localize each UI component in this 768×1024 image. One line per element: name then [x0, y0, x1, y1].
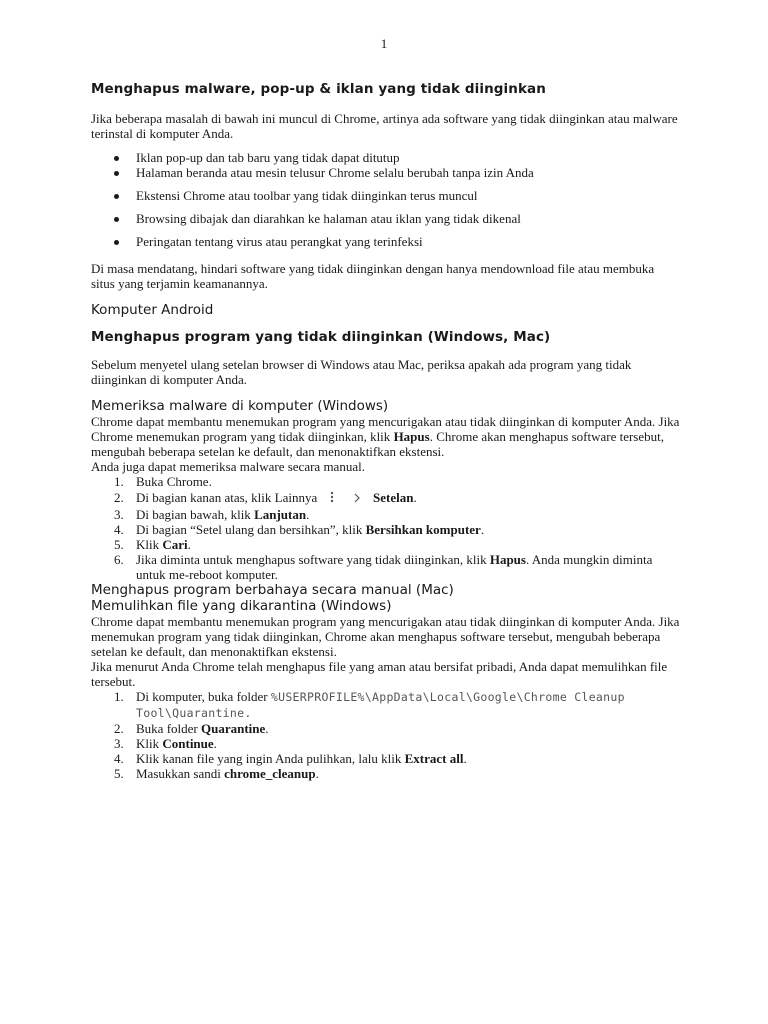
android-heading: Komputer Android [91, 302, 214, 318]
folder-path: %USERPROFILE%\AppData\Local\Google\Chrome Cleanup Tool\Quarantine [136, 690, 625, 721]
document-body [91, 80, 681, 781]
heading-check-malware: Memeriksa malware di komputer (Windows) [91, 398, 389, 414]
section3-paragraph: Chrome dapat membantu menemukan program yang mencurigakan atau tidak diinginkan di komputer Anda. Jika Chrome menemukan program yang tidak diinginkan, klik Hapus. Chrome akan menghapus software tersebut, mengubah beberapa setelan ke default, dan menonaktifkan ekstensi. [91, 414, 680, 459]
section3-manual-paragraph: Anda juga dapat memeriksa malware secara manual. [91, 459, 365, 474]
step-item: 3. Klik Continue. [114, 736, 217, 752]
step-item: 2. Buka folder Quarantine. [114, 721, 269, 737]
page-number: 1 [380, 36, 388, 51]
heading-remove-programs: Menghapus program yang tidak diinginkan (Windows, Mac) [91, 329, 551, 345]
step-item: 3. Di bagian bawah, klik Lanjutan. [114, 507, 310, 523]
outro-paragraph: Di masa mendatang, hindari software yang tidak diinginkan dengan hanya mendownload file atau membuka situs yang terjamin keamanannya. [91, 261, 655, 291]
section5-paragraph: Chrome dapat membantu menemukan program yang mencurigakan atau tidak diinginkan di komputer Anda. Jika menemukan program yang tidak diinginkan, Chrome akan menghapus software tersebut, mengubah beberapa setelan ke default, dan menonaktifkan ekstensi. [91, 614, 680, 660]
step-item: 1. Di komputer, buka folder %USERPROFILE%\AppData\Local\Google\Chrome Cleanup Tool\Quarantine. [114, 689, 625, 721]
section5-restore-paragraph: Jika menurut Anda Chrome telah menghapus file yang aman atau bersifat pribadi, Anda dapat memulihkan file tersebut. [91, 659, 668, 690]
step-item: 2. Di bagian kanan atas, klik Lainnya Setelan. [91, 490, 681, 507]
section2-paragraph: Sebelum menyetel ulang setelan browser di Windows atau Mac, periksa apakah ada program yang tidak diinginkan di komputer Anda. [91, 357, 632, 387]
heading-restore-quarantine: Memulihkan file yang dikarantina (Windows) [91, 598, 392, 615]
list-item: Ekstensi Chrome atau toolbar yang tidak diinginkan terus muncul [91, 188, 681, 203]
heading-mac-manual: Menghapus program berbahaya secara manual (Mac) [91, 582, 454, 599]
step-item: 5. Masukkan sandi chrome_cleanup. [114, 766, 319, 782]
restore-steps [91, 689, 681, 781]
step-item: 1. Buka Chrome. [114, 474, 212, 489]
step-item: 4. Di bagian “Setel ulang dan bersihkan”, klik Bersihkan komputer. [114, 522, 485, 538]
more-vert-icon [330, 491, 334, 507]
list-item: Browsing dibajak dan diarahkan ke halaman atau iklan yang tidak dikenal [91, 211, 681, 226]
chevron-right-icon [354, 492, 360, 507]
step-item: 4. Klik kanan file yang ingin Anda pulihkan, lalu klik Extract all. [114, 751, 467, 767]
list-item: Halaman beranda atau mesin telusur Chrome selalu berubah tanpa izin Anda [91, 165, 681, 180]
list-item: Iklan pop-up dan tab baru yang tidak dapat ditutup [91, 150, 681, 165]
list-item: Peringatan tentang virus atau perangkat yang terinfeksi [91, 234, 681, 249]
symptom-list [91, 150, 681, 249]
step-item: 6. Jika diminta untuk menghapus software yang tidak diinginkan, klik Hapus. Anda mungkin diminta untuk me-reboot komputer. [114, 552, 653, 583]
windows-steps [91, 474, 681, 582]
intro-paragraph: Jika beberapa masalah di bawah ini muncul di Chrome, artinya ada software yang tidak diinginkan atau malware terinstal di komputer Anda. [91, 111, 678, 141]
heading-remove-malware: Menghapus malware, pop-up & iklan yang tidak diinginkan [91, 81, 546, 97]
step-item: 5. Klik Cari. [114, 537, 191, 553]
